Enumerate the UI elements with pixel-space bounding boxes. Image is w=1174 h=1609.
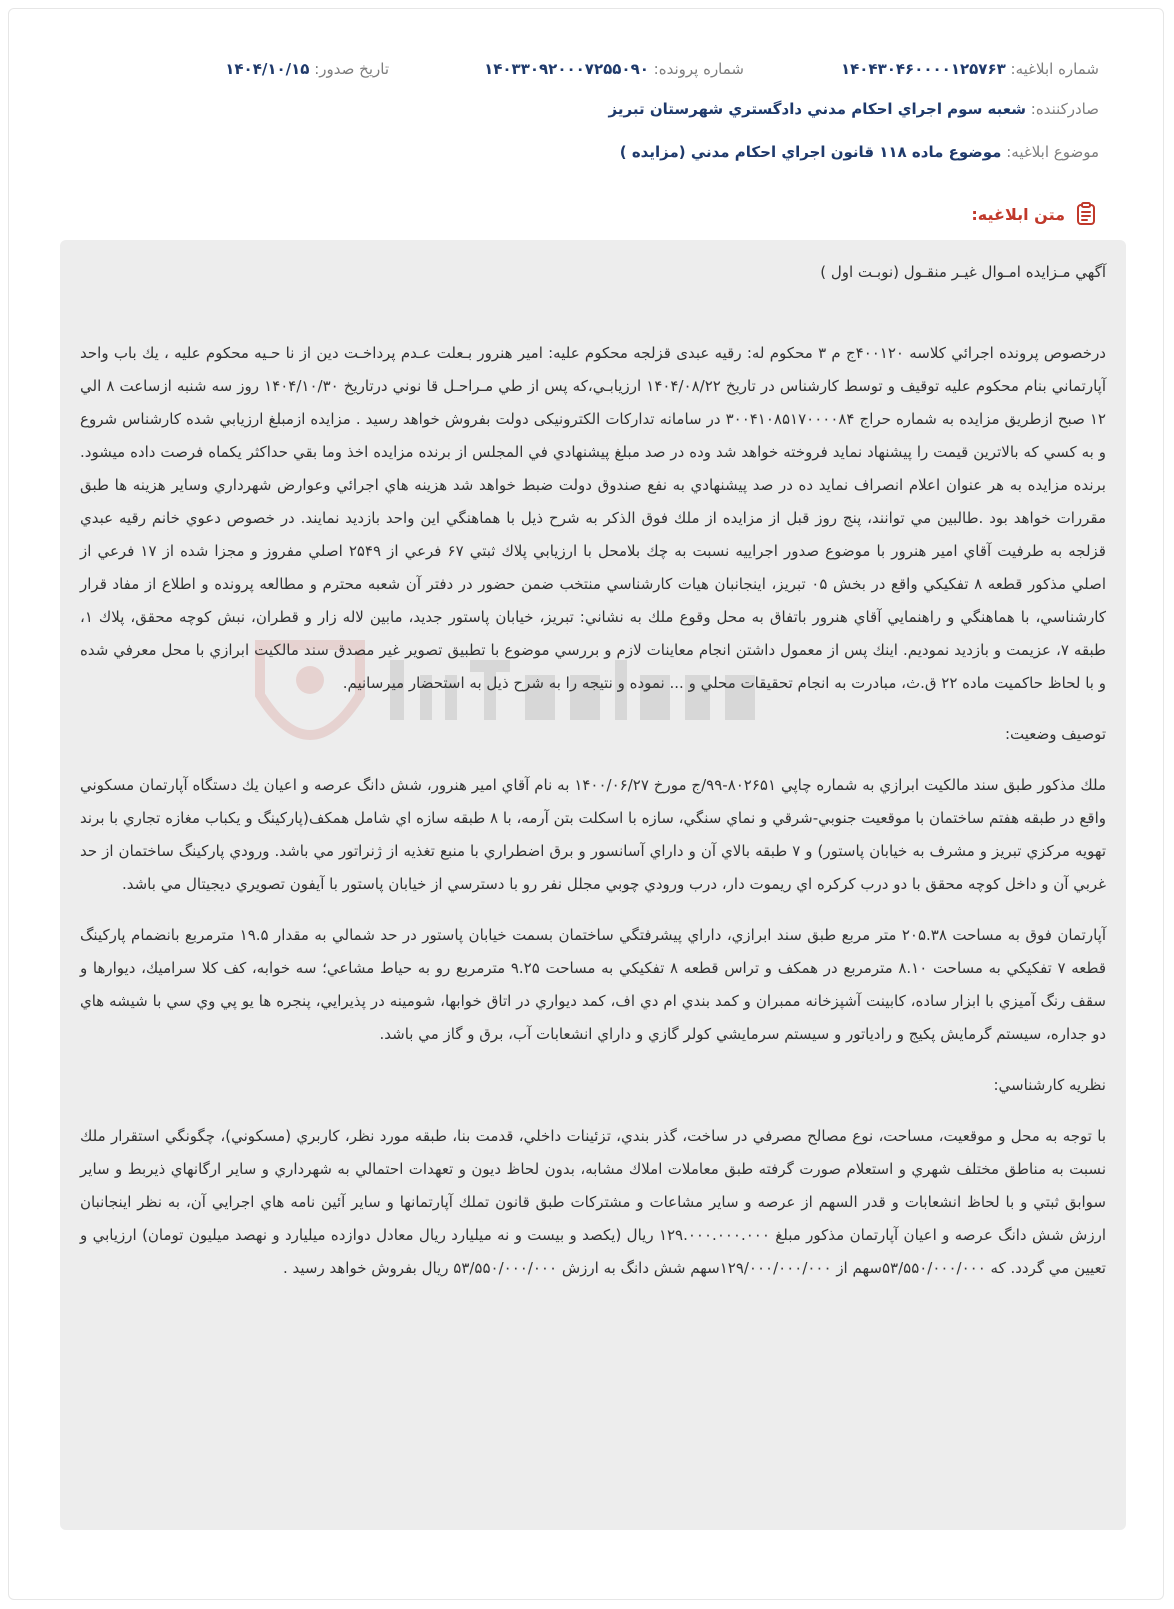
- issuer-value: شعبه سوم اجراي احكام مدني دادگستري شهرستان تبريز: [608, 100, 1026, 118]
- header-row-numbers: [60, 58, 1099, 80]
- subject-label: موضوع ابلاغيه:: [1006, 143, 1099, 161]
- notice-paragraph-1: درخصوص پرونده اجرائي كلاسه ۴۰۰۱۲۰ج م ۳ محكوم له: رقيه عبدى قزلجه محكوم عليه: امير هنرور بـعلت عـدم پرداخـت دين از نا حـيه محكوم عليه ، يك باب واحد آپارتماني بنام محكوم عليه توقيف و توسط كارشناس در تاريخ ۱۴۰۴/۰۸/۲۲ ارزيابـي،كه پس از طي مـراحـل قا نوني درتاريخ ۱۴۰۴/۱۰/۳۰ روز سه شنبه ازساعت ۸ الي ۱۲ صبح ازطريق مزايده به شماره حراج ۳۰۰۴۱۰۸۵۱۷۰۰۰۰۸۴ در سامانه تداركات الكترونيكى دولت بفروش خواهد رسيد . مزايده ازمبلغ ارزيابي شده كارشناس شروع و به كسي كه بالاترين قيمت را پيشنهاد نمايد فروخته خواهد شد وده در صد مبلغ پيشنهادي في المجلس از برنده مزايده اخذ وما بقي حداكثر يكماه فرصت داده ميشود. برنده مزايده به هر عنوان اعلام انصراف نمايد ده در صد پيشنهادي به نفع صندوق دولت ضبط خواهد شد هزينه هاي اجرائي وعوارض شهرداري وساير هزينه ها طبق مقررات خواهد بود .طالبين مي توانند، پنج روز قبل از مزايده از ملك فوق الذكر به شرح ذيل با هماهنگي اين واحد بازديد نمايند. در خصوص دعوي خانم رقيه عبدي قزلجه به طرفيت آقاي امير هنرور با موضوع صدور اجراييه نسبت به چك بلامحل با ارزيابي پلاك ثبتي ۶۷ فرعي از ۲۵۴۹ اصلي مفروز و مجزا شده از ۱۷ فرعي از اصلي مذكور قطعه ۸ تفكيكي واقع در بخش ۰۵ تبريز، اينجانبان هيات كارشناسي منتخب ضمن حضور در دفتر آن شعبه محترم و مطالعه پرونده و اطلاع از مفاد قرار كارشناسي، با هماهنگي و راهنمايي آقاي هنرور باتفاق به محل وقوع ملك به نشاني: تبريز، خيابان پاستور جديد، مابين لاله زار و قطران، نبش كوچه محقق، پلاك ۱، طبقه ۷، عزيمت و بازديد نموديم. اينك پس از معمول داشتن انجام معاينات لازم و بررسي موضوع با تطبيق تصوير غير مصدق سند مالكيت ابرازي با محل معرفي شده و با لحاظ حاكميت ماده ۲۲ ق.ث، مبادرت به انجام تحقيقات محلي و ... نموده و نتيجه را به شرح ذيل به استحضار ميرسانيم.: [80, 344, 1106, 692]
- notice-number-value: ۱۴۰۴۳۰۴۶۰۰۰۰۱۲۵۷۶۳: [840, 60, 1006, 78]
- case-number-label: شماره پرونده:: [653, 60, 744, 78]
- issue-date: [225, 58, 389, 80]
- case-number: [484, 58, 744, 80]
- header-row-subject: [60, 141, 1099, 163]
- notice-body: [60, 240, 1126, 1530]
- heading-opinion: نظريه كارشناسي:: [993, 1076, 1106, 1094]
- subject-value: موضوع ماده ۱۱۸ قانون اجراي احكام مدني (مزايده ): [619, 143, 1002, 161]
- document-icon: [1073, 201, 1099, 227]
- issuer-label: صادرکننده:: [1030, 100, 1099, 118]
- notice-number: [841, 58, 1099, 80]
- header-row-issuer: [60, 98, 1099, 120]
- notice-heading-text: متن ابلاغيه:: [971, 204, 1065, 224]
- issue-date-value: ۱۴۰۴/۱۰/۱۵: [225, 60, 310, 78]
- notice-paragraph-4: با توجه به محل و موقعيت، مساحت، نوع مصالح مصرفي در ساخت، گذر بندي، تزئينات داخلي، قدمت بنا، طبقه مورد نظر، كاربري (مسكوني)، چگونگي استقرار ملك نسبت به مناطق مختلف شهري و استعلام صورت گرفته طبق معاملات املاك مشابه، بدون لحاظ ديون و تعهدات احتمالي به شهرداري و ساير ارگانهاي ذيربط و ساير سوابق ثبتي و با لحاظ انشعابات و قدر السهم از عرصه و ساير مشاعات و مشتركات طبق قانون تملك آپارتمانها و ساير آئين نامه هاي اجرايي آن، به نظر اينجانبان ارزش شش دانگ عرصه و اعيان آپارتمان مذكور مبلغ ۱۲۹.۰۰۰.۰۰۰.۰۰۰ ريال (يكصد و بيست و نه ميليارد ريال معادل دوازده ميليارد و نهصد ميليون تومان) ارزيابي و تعيين مي گردد. كه ۵۳/۵۵۰/۰۰۰/۰۰۰سهم از ۱۲۹/۰۰۰/۰۰۰/۰۰۰سهم شش دانگ به ارزش ۵۳/۵۵۰/۰۰۰/۰۰۰ ريال بفروش خواهد رسيد .: [80, 1127, 1106, 1277]
- heading-status: توصيف وضعيت:: [1004, 725, 1106, 743]
- issue-date-label: تاريخ صدور:: [314, 60, 389, 78]
- notice-title: آگهي مـزايده امـوال غيـر منقـول (نوبـت اول ): [820, 263, 1106, 281]
- notice-number-label: شماره ابلاغيه:: [1010, 60, 1099, 78]
- notice-paragraph-2: ملك مذكور طبق سند مالكيت ابرازي به شماره چاپي ۸۰۲۶۵۱-۹۹/ج مورخ ۱۴۰۰/۰۶/۲۷ به نام آقاي امير هنرور، شش دانگ عرصه و اعيان يك دستگاه آپارتمان مسكوني واقع در طبقه هفتم ساختمان با موقعيت جنوبي-شرقي و نماي سنگي، سازه با اسكلت بتن آرمه، با ۸ طبقه سازه اي شامل همكف(پاركينگ و يكباب مغازه تجاري با برند تهويه مركزي تبريز و مشرف به خيابان پاستور) و ۷ طبقه بالاي آن و داراي آسانسور و برق اضطراري با منبع تغذيه از ژنراتور مي باشد. ورودي پاركينگ ساختمان از حد غربي آن و داخل كوچه محقق با دو درب كركره اي ريموت دار، درب ورودي چوبي مجلل نفر رو با دسترسي از خيابان پاستور با آيفون تصويري ديجيتال مي باشد.: [80, 776, 1106, 893]
- case-number-value: ۱۴۰۳۳۰۹۲۰۰۰۷۲۵۵۰۹۰: [484, 60, 649, 78]
- notice-paragraph-3: آپارتمان فوق به مساحت ۲۰۵.۳۸ متر مربع طبق سند ابرازي، داراي پيشرفتگي ساختمان بسمت خيابان پاستور در حد شمالي به مقدار ۱۹.۵ مترمربع بانضمام پاركينگ قطعه ۷ تفكيكي به مساحت ۸.۱۰ مترمربع در همكف و تراس قطعه ۸ تفكيكي به مساحت ۹.۲۵ مترمربع رو به حياط مشاعي؛ سه خوابه، كف كلا سراميك، ديوارها و سقف رنگ آميزي با ابزار ساده، كابينت آشپزخانه ممبران و كمد بندي ام دي اف، كمد ديواري در اتاق خوابها، شومينه در پذيرايي، پنجره ها يو پي وي سي با شيشه هاي دو جداره، سيستم گرمايش پكيج و رادياتور و سيستم سرمايشي كولر گازي و داراي انشعابات آب، برق و گاز مي باشد.: [80, 926, 1106, 1043]
- notice-heading: [971, 200, 1099, 228]
